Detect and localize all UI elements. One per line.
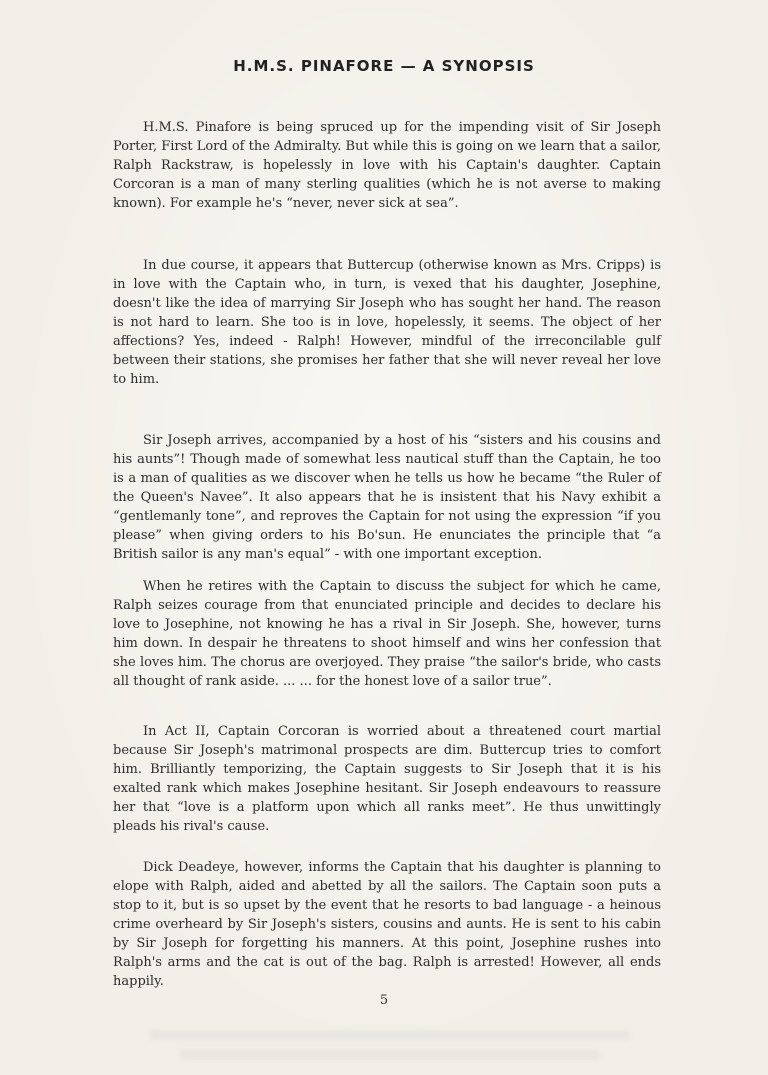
paragraph-text: When he retires with the Captain to discuss the subject for which he came, Ralph seizes courage from that enunciated principle and decides to declare his love to Josephine, not knowing he has a rival in Sir Joseph. She, however, turns him down. In despair he threatens to shoot himself and wins her confession that she loves him. The chorus are overjoyed. They praise “the sailor's bride, who casts all thought of rank aside. ... ... for the honest love of a sailor true”.: [113, 579, 661, 689]
bleed-through-shadow: [180, 1050, 600, 1060]
page-number: 5: [379, 993, 389, 1008]
bleed-through-shadow: [150, 1030, 630, 1040]
paragraph-text: In Act II, Captain Corcoran is worried about a threatened court martial because Sir Joseph's matrimonal prospects are dim. Buttercup tries to comfort him. Brilliantly temporizing, the Captain suggests to Sir Joseph that it is his exalted rank which makes Josephine hesitant. Sir Joseph endeavours to reassure her that “love is a platform upon which all ranks meet”. He thus unwittingly pleads his rival's cause.: [113, 724, 661, 834]
paragraph-text: Sir Joseph arrives, accompanied by a host of his “sisters and his cousins and his aunts”! Though made of somewhat less nautical stuff than the Captain, he too is a man of qualities as we discover when he tells us how he became “the Ruler of the Queen's Navee”. It also appears that he is insistent that his Navy exhibit a “gentlemanly tone”, and reproves the Captain for not using the expression “if you please” when giving orders to his Bo'sun. He enunciates the principle that “a British sailor is any man's equal” - with one important exception.: [113, 433, 661, 562]
synopsis-paragraph: [113, 722, 661, 836]
page-title: H.M.S. PINAFORE — A SYNOPSIS: [233, 57, 535, 75]
synopsis-paragraph: [113, 431, 661, 564]
paragraph-text: In due course, it appears that Buttercup (otherwise known as Mrs. Cripps) is in love with the Captain who, in turn, is vexed that his daughter, Josephine, doesn't like the idea of marrying Sir Joseph who has sought her hand. The reason is not hard to learn. She too is in love, hopelessly, it seems. The object of her affections? Yes, indeed - Ralph! However, mindful of the irreconcilable gulf between their stations, she promises her father that she will never reveal her love to him.: [113, 258, 661, 387]
synopsis-paragraph: [113, 577, 661, 691]
synopsis-paragraph: [113, 256, 661, 389]
paragraph-text: Dick Deadeye, however, informs the Captain that his daughter is planning to elope with Ralph, aided and abetted by all the sailors. The Captain soon puts a stop to it, but is so upset by the event that he resorts to bad language - a heinous crime overheard by Sir Joseph's sisters, cousins and aunts. He is sent to his cabin by Sir Joseph for forgetting his manners. At this point, Josephine rushes into Ralph's arms and the cat is out of the bag. Ralph is arrested! However, all ends happily.: [113, 860, 661, 989]
synopsis-paragraph: [113, 118, 661, 213]
paragraph-text: H.M.S. Pinafore is being spruced up for the impending visit of Sir Joseph Porter, First Lord of the Admiralty. But while this is going on we learn that a sailor, Ralph Rackstraw, is hopelessly in love with his Captain's daughter. Captain Corcoran is a man of many sterling qualities (which he is not averse to making known). For example he's “never, never sick at sea”.: [113, 120, 661, 211]
synopsis-paragraph: [113, 858, 661, 991]
